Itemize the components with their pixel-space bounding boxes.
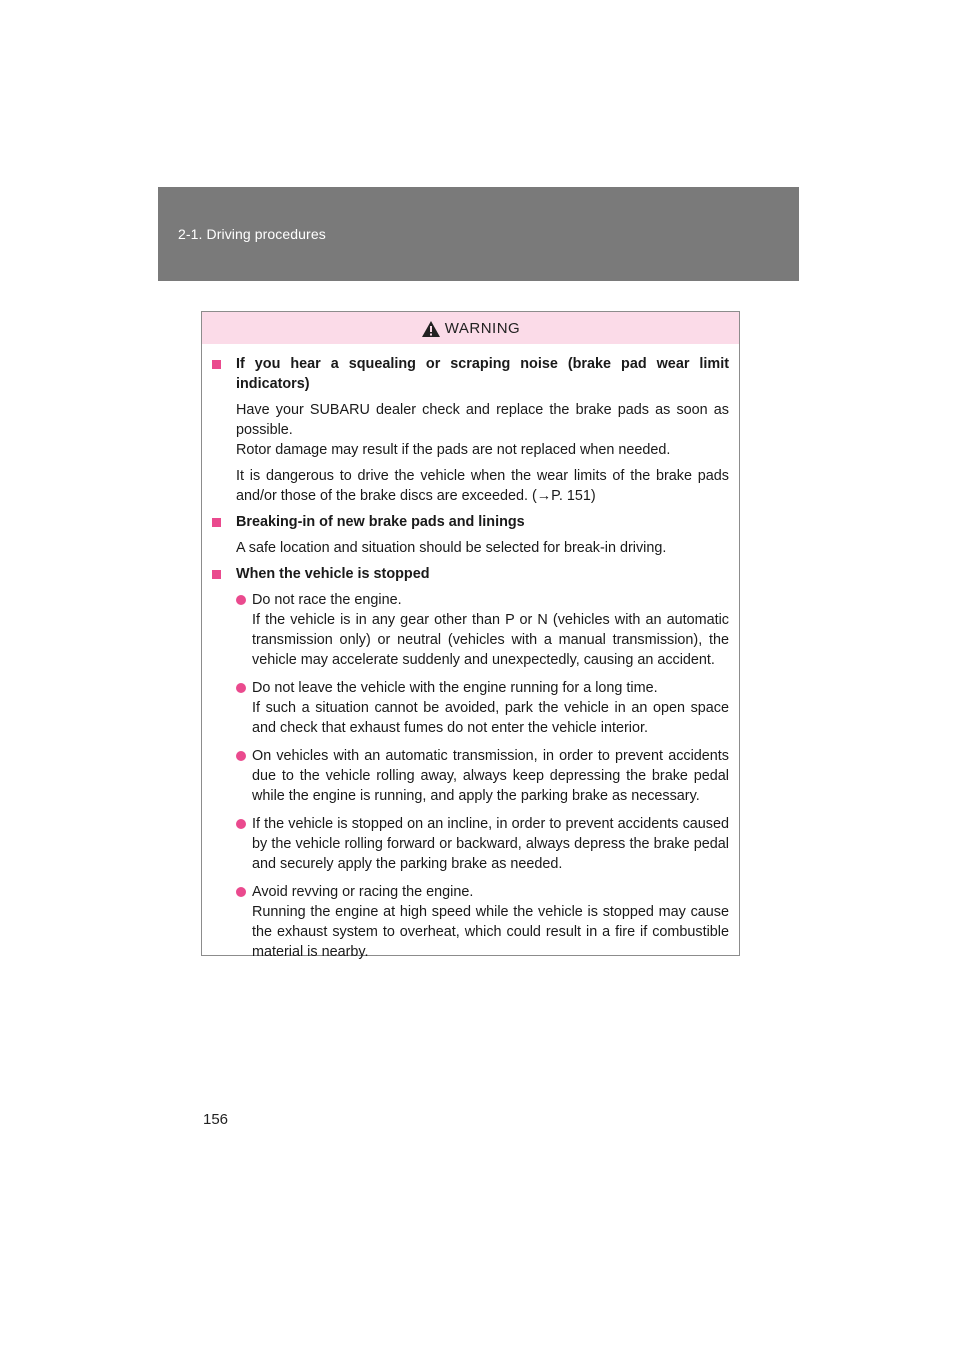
warning-body xyxy=(202,344,739,962)
warning-header xyxy=(202,312,739,344)
paragraph: It is dangerous to drive the vehicle when the wear limits of the brake pads and/or those of the brake discs are exceeded. (→P. 151) xyxy=(236,468,729,504)
square-bullet-icon xyxy=(212,570,221,579)
bullet-item: Do not race the engine. If the vehicle is in any gear other than P or N (vehicles with an automatic transmission only) or neutral (vehicles with a manual transmission), the vehicle may accelerate suddenly and unexpectedly, causing an accident. xyxy=(202,590,739,670)
circle-bullet-icon xyxy=(236,819,246,829)
section-title: 2-1. Driving procedures xyxy=(178,226,326,242)
bullet-item: On vehicles with an automatic transmission, in order to prevent accidents due to the vehicle rolling away, always keep depressing the brake pedal while the engine is running, and apply the parking brake as necessary. xyxy=(202,746,739,806)
section-heading-break-in: Breaking-in of new brake pads and linings xyxy=(202,512,739,532)
square-bullet-icon xyxy=(212,360,221,369)
circle-bullet-icon xyxy=(236,683,246,693)
warning-box xyxy=(201,311,740,960)
bullet-item: Avoid revving or racing the engine. Running the engine at high speed while the vehicle is stopped may cause the exhaust system to overheat, which could result in a fire if combustible material is nearby. xyxy=(202,882,739,962)
bullet-item: Do not leave the vehicle with the engine running for a long time. If such a situation cannot be avoided, park the vehicle in an open space and check that exhaust fumes do not enter the vehicle interior. xyxy=(202,678,739,738)
page-number: 156 xyxy=(203,1111,229,1128)
paragraph: Have your SUBARU dealer check and replace the brake pads as soon as possible. Rotor damage may result if the pads are not replaced when needed. xyxy=(236,402,729,458)
warning-triangle-icon xyxy=(421,320,441,338)
section-heading-vehicle-stopped: When the vehicle is stopped xyxy=(202,564,739,584)
circle-bullet-icon xyxy=(236,887,246,897)
circle-bullet-icon xyxy=(236,751,246,761)
bullet-item: If the vehicle is stopped on an incline, in order to prevent accidents caused by the vehicle rolling forward or backward, always depress the brake pedal and securely apply the parking brake as needed. xyxy=(202,814,739,874)
header-band xyxy=(158,187,799,281)
warning-title: WARNING xyxy=(444,319,521,337)
circle-bullet-icon xyxy=(236,595,246,605)
paragraph: A safe location and situation should be selected for break-in driving. xyxy=(236,540,667,556)
section-heading-brake-noise: If you hear a squealing or scraping noise (brake pad wear limit indicators) xyxy=(202,354,739,394)
square-bullet-icon xyxy=(212,518,221,527)
